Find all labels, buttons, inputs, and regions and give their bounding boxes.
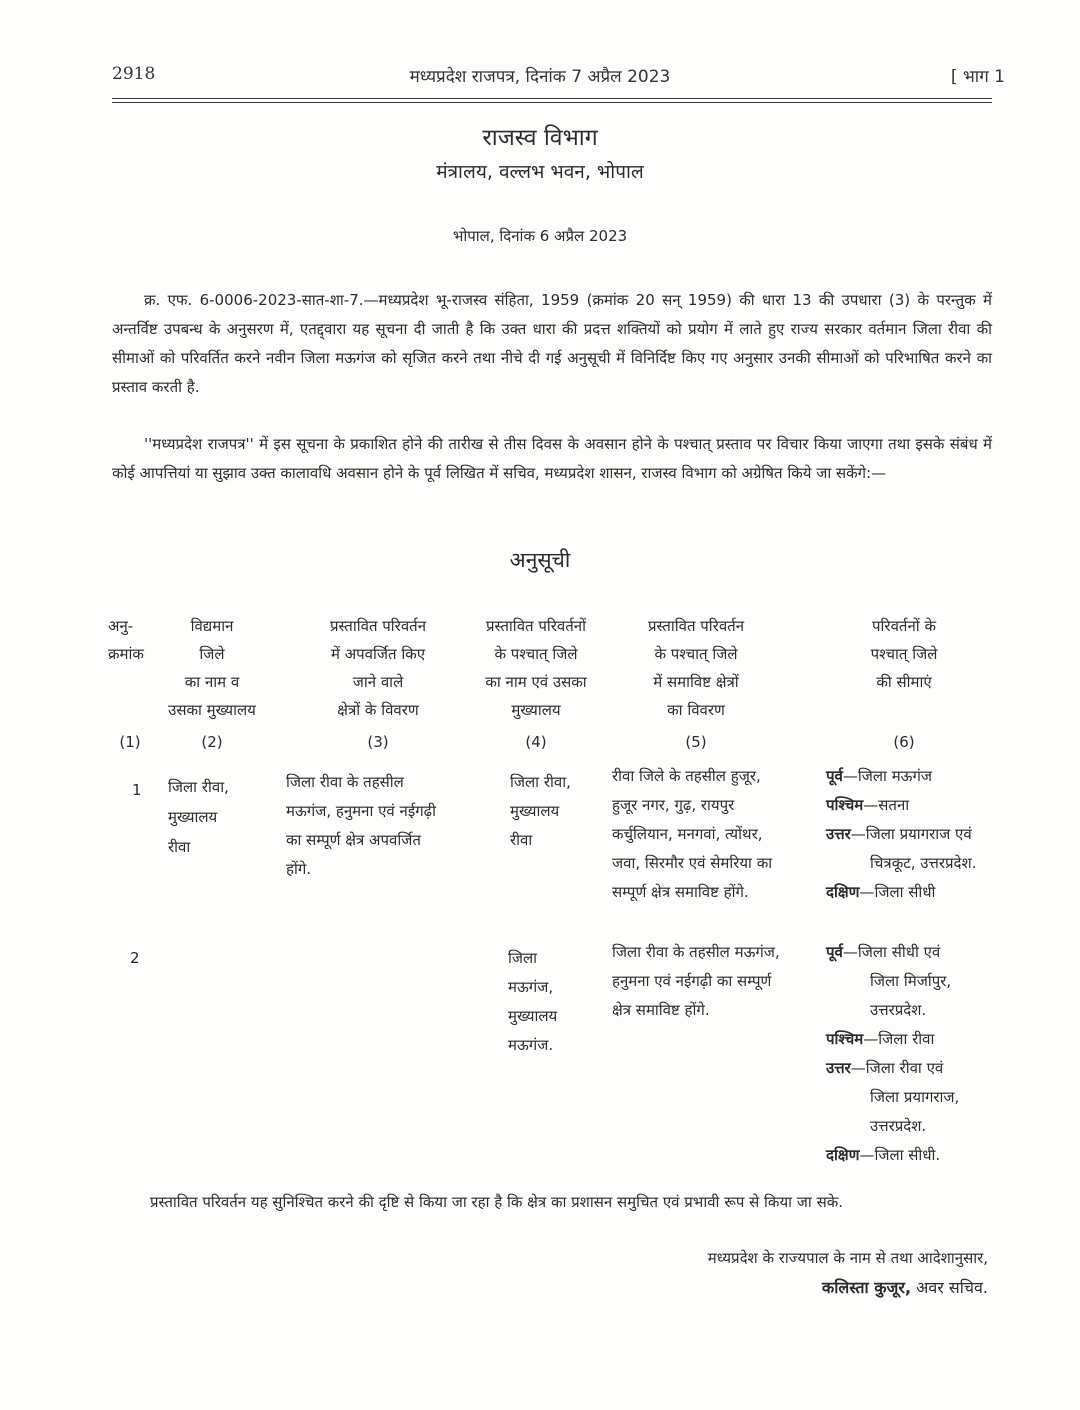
column-header-new-district: प्रस्तावित परिवर्तनों के पश्चात् जिले का नाम एवं उसका मुख्यालय xyxy=(485,617,587,719)
row-2-new-district: जिला मऊगंज, मुख्यालय मऊगंज. xyxy=(508,949,558,1054)
column-number: (3) xyxy=(367,733,389,751)
boundary-line: पूर्व—जिला सीधी एवं xyxy=(826,943,941,961)
column-number: (2) xyxy=(201,733,223,751)
signoff-authority: मध्यप्रदेश के राज्यपाल के नाम से तथा आदेशानुसार, xyxy=(707,1249,988,1267)
running-head: मध्यप्रदेश राजपत्र, दिनांक 7 अप्रैल 2023 xyxy=(409,67,671,87)
boundary-line: उत्तर—जिला प्रयागराज एवं xyxy=(826,825,972,843)
notice-paragraph-1-text: क्र. एफ. 6-0006-2023-सात-शा-7.—मध्यप्रदेश भू-राजस्व संहिता, 1959 (क्रमांक 20 सन् 1959) की धारा 13 की उपधारा (3) के परन्तुक में अन्तर्विष्ट उपबन्ध के अनुसरण में, एतद्द्वारा यह सूचना दी जाती है कि उक्त धारा की प्रदत्त शक्तियों को प्रयोग में लाते हुए राज्य सरकार वर्तमान जिला रीवा की सीमाओं को परिवर्तित करने नवीन जिला मऊगंज को सृजित करने तथा नीचे दी गई अनुसूची में विनिर्दिष्ट किए गए अनुसार उनकी सीमाओं को परिभाषित करने का प्रस्ताव करती है. xyxy=(112,291,992,396)
column-header-existing-district: विद्यमान जिले का नाम व उसका मुख्यालय xyxy=(168,617,256,719)
row-2-included-areas: जिला रीवा के तहसील मऊगंज, हनुमना एवं नईगढ़ी का सम्पूर्ण क्षेत्र समाविष्ट होंगे. xyxy=(612,943,780,1019)
header-rule-top xyxy=(112,98,992,99)
signatory-designation: अवर सचिव. xyxy=(916,1278,988,1297)
boundary-line: पूर्व—जिला मऊगंज xyxy=(826,767,933,785)
column-number: (6) xyxy=(893,733,915,751)
schedule-title: अनुसूची xyxy=(509,548,571,572)
row-1-boundaries xyxy=(826,762,1002,907)
boundary-line: पश्चिम—सतना xyxy=(826,796,910,814)
column-number: (4) xyxy=(525,733,547,751)
signoff-signatory xyxy=(822,1276,988,1298)
boundary-line: चित्रकूट, उत्तरप्रदेश. xyxy=(870,854,977,872)
boundary-line: दक्षिण—जिला सीधी. xyxy=(826,1146,941,1164)
column-number: (1) xyxy=(119,733,141,751)
column-header-boundaries: परिवर्तनों के पश्चात् जिले की सीमाएं xyxy=(870,617,938,691)
boundary-line: जिला प्रयागराज, xyxy=(870,1088,960,1106)
department-title: राजस्व विभाग xyxy=(482,125,598,151)
signatory-name: कलिस्ता कुजूर, xyxy=(821,1278,912,1297)
page-number: 2918 xyxy=(112,64,156,84)
boundary-line: उत्तरप्रदेश. xyxy=(870,1001,927,1019)
notice-paragraph-2 xyxy=(112,430,992,488)
boundary-line: पश्चिम—जिला रीवा xyxy=(826,1030,935,1048)
row-1-existing-district: जिला रीवा, मुख्यालय रीवा xyxy=(168,778,229,856)
purpose-statement: प्रस्तावित परिवर्तन यह सुनिश्चित करने की दृष्टि से किया जा रहा है कि क्षेत्र का प्रशासन समुचित एवं प्रभावी रूप से किया जा सके. xyxy=(150,1193,844,1211)
boundary-line: दक्षिण—जिला सीधी xyxy=(826,883,936,901)
column-number: (5) xyxy=(685,733,707,751)
dateline: भोपाल, दिनांक 6 अप्रैल 2023 xyxy=(452,227,628,245)
header-rule-bottom xyxy=(112,102,992,103)
column-header-included-areas: प्रस्तावित परिवर्तन के पश्चात् जिले में समाविष्ट क्षेत्रों का विवरण xyxy=(647,617,745,719)
row-1-included-areas: रीवा जिले के तहसील हुजूर, हुजूर नगर, गुढ़, रायपुर कर्चुलियान, मनगवां, त्योंथर, जवा, सिरमौर एवं सेमरिया का सम्पूर्ण क्षेत्र समाविष्ट होंगे. xyxy=(612,767,773,901)
part-label: [ भाग 1 xyxy=(950,67,1005,87)
boundary-line: उत्तरप्रदेश. xyxy=(870,1117,927,1135)
row-1-new-district: जिला रीवा, मुख्यालय रीवा xyxy=(510,773,571,849)
row-2-serial: 2 xyxy=(130,949,140,967)
row-1-excluded-areas: जिला रीवा के तहसील मऊगंज, हनुमना एवं नईगढ़ी का सम्पूर्ण क्षेत्र अपवर्जित होंगे. xyxy=(286,773,436,878)
boundary-line: जिला मिर्जापुर, xyxy=(870,972,952,990)
ministry-subtitle: मंत्रालय, वल्लभ भवन, भोपाल xyxy=(436,161,644,183)
boundary-line: उत्तर—जिला रीवा एवं xyxy=(826,1059,944,1077)
column-header-serial: अनु- क्रमांक xyxy=(108,617,144,663)
notice-paragraph-1 xyxy=(112,286,992,402)
notice-paragraph-2-text: ''मध्यप्रदेश राजपत्र'' में इस सूचना के प्रकाशित होने की तारीख से तीस दिवस के अवसान होने के पश्चात् प्रस्ताव पर विचार किया जाएगा तथा इसके संबंध में कोई आपत्तियां या सुझाव उक्त कालावधि अवसान होने के पूर्व लिखित में सचिव, मध्यप्रदेश शासन, राजस्व विभाग को अग्रेषित किये जा सकेंगे:— xyxy=(112,435,992,482)
row-2-boundaries xyxy=(826,938,1002,1170)
row-1-serial: 1 xyxy=(132,781,142,799)
column-header-excluded-areas: प्रस्तावित परिवर्तन में अपवर्जित किए जाने वाले क्षेत्रों के विवरण xyxy=(329,617,427,719)
